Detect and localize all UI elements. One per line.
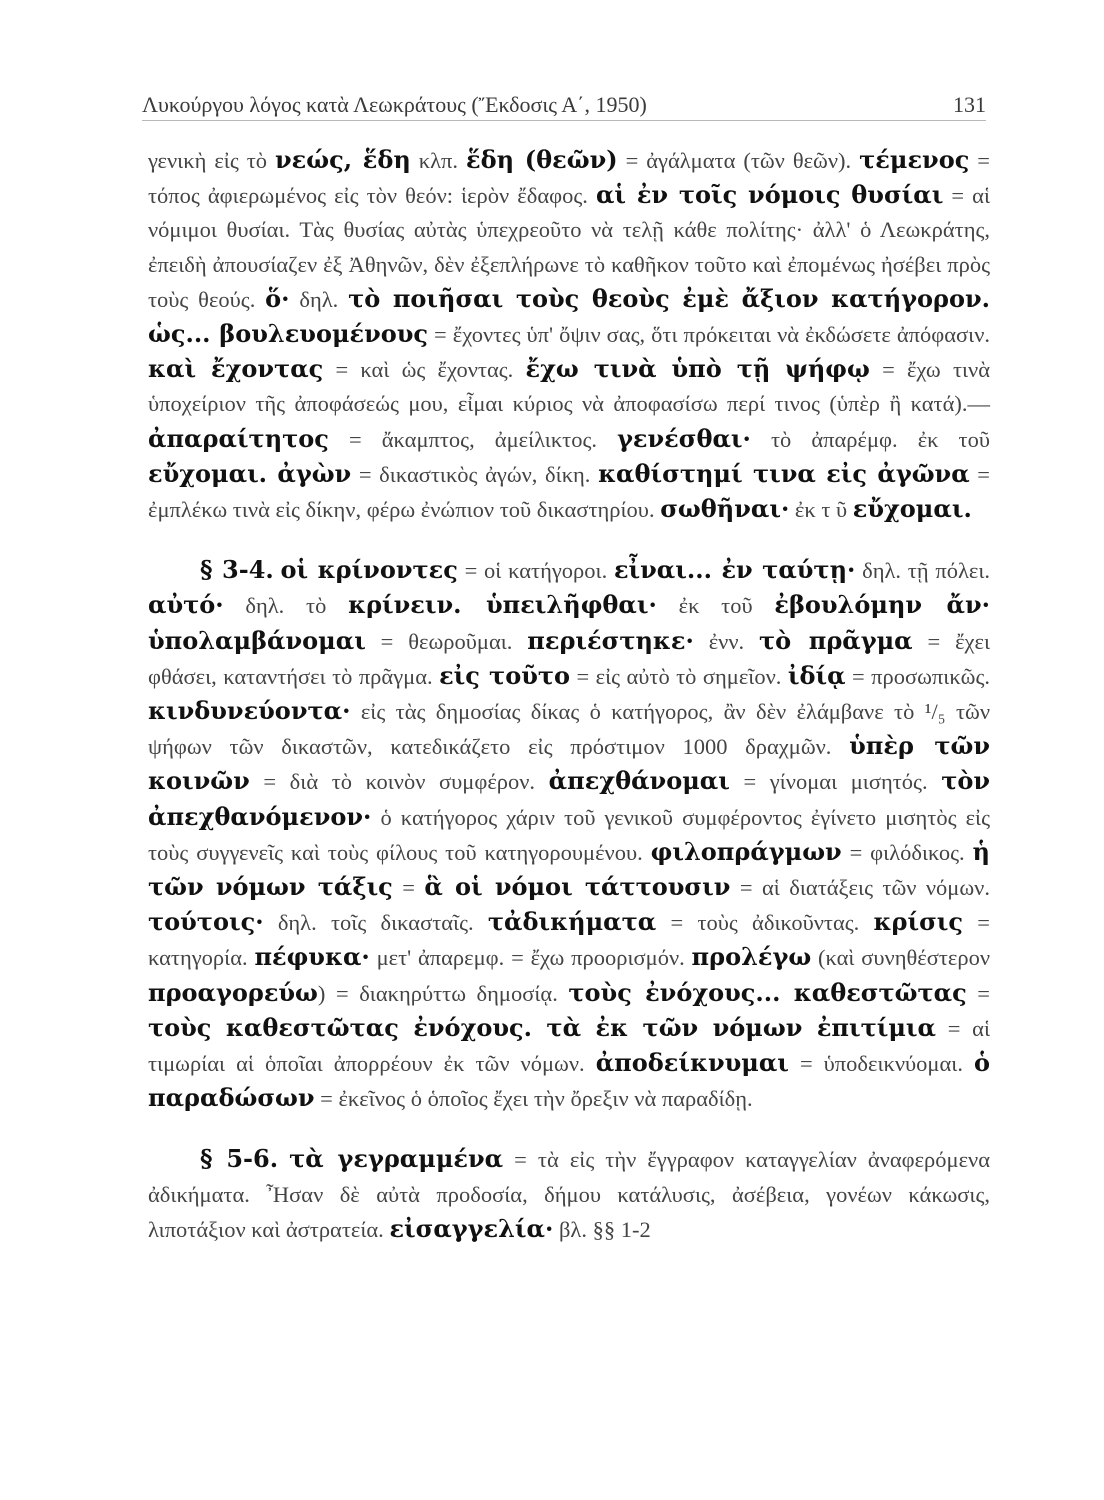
gloss-text: = ἔχω τινὰ ὑποχείριον τῆς ἀποφάσεώς μου, εἶμαι κύριος νὰ ἀποφασίσω περί τινος (ὑπὲρ ἢ κατά).— [148,357,991,417]
gloss-text: = ἐκεῖνος ὁ ὁποῖος ἔχει τὴν ὄρεξιν νὰ παραδίδῃ. [314,1086,753,1112]
lemma-term: καθίστημί τινα εἰς ἀγῶνα [598,458,970,488]
lemma-term: ὁ παραδώσων [148,1048,990,1113]
lemma-term: τἀδικήματα [487,907,657,937]
lemma-term: ἡ τῶν νόμων τάξις [148,836,990,902]
lemma-term: ἃ οἱ νόμοι τάττουσιν [424,872,731,902]
gloss-text: δηλ. τὸ [223,593,349,619]
lemma-term: ἕδη (θεῶν) [466,145,618,174]
lemma-term: αἱ ἐν τοῖς νόμοις θυσίαι [595,180,944,210]
gloss-text: = τὰ εἰς τὴν ἔγγραφον καταγγελίαν ἀναφερόμενα ἀδικήματα. Ἦσαν δὲ αὐτὰ προδοσία, δήμου κατάλυσις, ἀσέβεια, γονέων κάκωσις, λιποτάξιον καὶ ἀστρατεία. [148,1147,990,1242]
gloss-text: = ἄκαμπτος, ἀμείλικτος. [328,426,618,452]
gloss-text: γενικὴ εἰς τὸ [148,148,275,173]
lemma-term: ἰδίᾳ [787,660,846,690]
gloss-text: = δικαστικὸς ἀγών, δίκη. [351,461,599,487]
gloss-text: ἐκ τοῦ [656,593,775,619]
page-number: 131 [953,92,986,117]
lemma-term: τὰ γεγραμμένα [289,1144,504,1174]
lemma-term: προαγορεύω [148,977,318,1007]
gloss-text: = τοὺς ἀδικοῦντας. [656,910,874,936]
lemma-term: ἀποδείκνυμαι [595,1048,789,1078]
gloss-text: δηλ. τῇ πόλει. [855,558,991,584]
gloss-text: = ἀγάλματα (τῶν θεῶν). [617,148,860,173]
lemma-term: σωθῆναι· [660,494,790,524]
gloss-text: = διὰ τὸ κοινὸν συμφέρον. [249,769,549,795]
lemma-term: τὸ πρᾶγμα [759,625,913,655]
gloss-text: = [392,875,425,901]
lemma-term: αὐτό· [148,590,224,620]
lemma-term: νεώς, ἕδη [274,145,411,174]
gloss-text: = ἔχει φθάσει, καταντήσει τὸ πρᾶγμα. [148,628,991,689]
gloss-text: = καὶ ὡς ἔχοντας. [323,357,526,383]
gloss-text: δηλ. [289,286,349,312]
lemma-term: ἀπαραίτητος [148,423,329,453]
gloss-text: = εἰς αὐτὸ τὸ σημεῖον. [570,663,788,689]
lemma-term: ὅ· [265,283,290,313]
lemma-term: τοὺς καθεστῶτας ἐνόχους. τὰ ἐκ τῶν νόμων ἐπιτίμια [148,1012,937,1042]
lemma-term: ὑπὲρ τῶν κοινῶν [148,731,990,796]
lemma-term: κρίσις [873,907,964,937]
lemma-term: ἀπεχθάνομαι [548,766,730,796]
gloss-text: = γίνομαι μισητός. [729,769,942,795]
gloss-text: = ὑποδεικνύομαι. [788,1051,974,1077]
lemma-term: πέφυκα· [254,942,370,972]
gloss-text: = κατηγορία. [148,910,990,971]
lemma-term: εὔχομαι. ἀγὼν [148,458,352,488]
lemma-term: κρίνειν. ὑπειλῆφθαι· [348,590,657,620]
lemma-term: τέμενος [859,145,970,174]
lemma-term: ἐβουλόμην ἄν· ὑπολαμβάνομαι [148,590,991,655]
lemma-term: τοὺς ἐνόχους... καθεστῶτας [568,977,967,1007]
gloss-text: = ἐμπλέκω τινὰ εἰς δίκην, φέρω ἐνώπιον τοῦ δικαστηρίου. [148,461,990,523]
gloss-text: ) = διακηρύττω δημοσίᾳ. [317,980,569,1006]
gloss-text: δηλ. τοῖς δικασταῖς. [263,910,488,936]
lemma-term: ἔχω τινὰ ὑπὸ τῇ ψήφῳ [525,354,870,384]
section-mark: § 3-4. [200,555,274,585]
lemma-term: γενέσθαι· [617,423,751,453]
gloss-text: = φιλόδικος. [841,839,973,865]
gloss-text: ὁ κατήγορος χάριν τοῦ γενικοῦ συμφέροντος ἐγίνετο μισητὸς εἰς τοὺς συγγενεῖς καὶ τοὺς φίλους τοῦ κατηγορουμένου. [148,804,990,865]
book-page [142,78,991,1247]
lemma-term: προλέγω [691,942,812,972]
gloss-text: = [966,980,990,1006]
lemma-term: εὔχομαι. [852,494,972,524]
commentary-body [148,143,990,1247]
lemma-term: εἶναι... ἐν ταύτῃ· [613,555,856,585]
section-paragraph [148,1142,990,1247]
gloss-text: = ἔχοντες ὑπ' ὄψιν σας, ὅτι πρόκειται νὰ ἐκδώσετε ἀπόφασιν. [428,322,991,348]
gloss-text: = αἱ τιμωρίαι αἱ ὁποῖαι ἀπορρέουν ἐκ τῶν νόμων. [148,1015,991,1077]
gloss-text: = τόπος ἀφιερωμένος εἰς τὸν θεόν: ἱερὸν ἔδαφος. [148,148,990,209]
header-title: Λυκούργου λόγος κατὰ Λεωκράτους (Ἔκδοσις Α΄, 1950) [142,92,647,117]
lemma-term: κινδυνεύοντα· [148,696,351,726]
lemma-term: περιέστηκε· [527,625,694,655]
lemma-term: οἱ κρίνοντες [280,555,458,585]
gloss-text: τὸ ἀπαρέμφ. ἐκ τοῦ [750,426,990,452]
lemma-term: τὸν ἀπεχθανόμενον· [148,766,990,831]
lemma-term: τὸ ποιῆσαι τοὺς θεοὺς ἐμὲ ἄξιον κατήγορον. ὡς... βουλευομένους [148,283,990,349]
gloss-text: ἐνν. [693,628,759,654]
gloss-text: = αἱ νόμιμοι θυσίαι. Τὰς θυσίας αὐτὰς ὑπεχρεοῦτο νὰ τελῇ κάθε πολίτης· ἀλλ' ὁ Λεωκράτης, ἐπειδὴ ἀπουσίαζεν ἐξ Ἀθηνῶν, δὲν ἐξεπλήρωνε τὸ καθῆκον τοῦτο καὶ ἐπομένως ἠσέβει πρὸς τοὺς θεούς. [148,183,990,312]
gloss-text: (καὶ συνηθέστερον [811,945,990,971]
gloss-text: ἐκ τ ῦ [789,497,853,523]
gloss-text: = αἱ διατάξεις τῶν νόμων. [730,875,990,901]
gloss-text: κλπ. [410,148,467,173]
running-header [142,78,986,121]
gloss-text: εἰς τὰς δημοσίας δίκας ὁ κατήγορος, ἂν δὲν ἐλάμβανε τὸ ¹/₅ τῶν ψήφων τῶν δικαστῶν, κατεδικάζετο εἰς πρόστιμον 1000 δραχμῶν. [148,699,990,760]
lemma-term: εἰσαγγελία· [389,1213,554,1243]
commentary-paragraph [148,143,990,527]
lemma-term: καὶ ἔχοντας [148,354,324,384]
lemma-term: φιλοπράγμων [650,836,842,866]
gloss-text: = θεωροῦμαι. [365,628,528,654]
gloss-text: = προσωπικῶς. [845,663,991,689]
gloss-text: μετ' ἀπαρεμφ. = ἔχω προορισμόν. [369,945,692,971]
section-mark: § 5-6. [200,1144,279,1174]
lemma-term: εἰς τοῦτο [439,660,571,690]
gloss-text: = οἱ κατήγοροι. [457,558,614,584]
section-paragraph [148,553,990,1116]
gloss-text: βλ. §§ 1-2 [553,1216,651,1242]
lemma-term: τούτοις· [148,907,264,937]
